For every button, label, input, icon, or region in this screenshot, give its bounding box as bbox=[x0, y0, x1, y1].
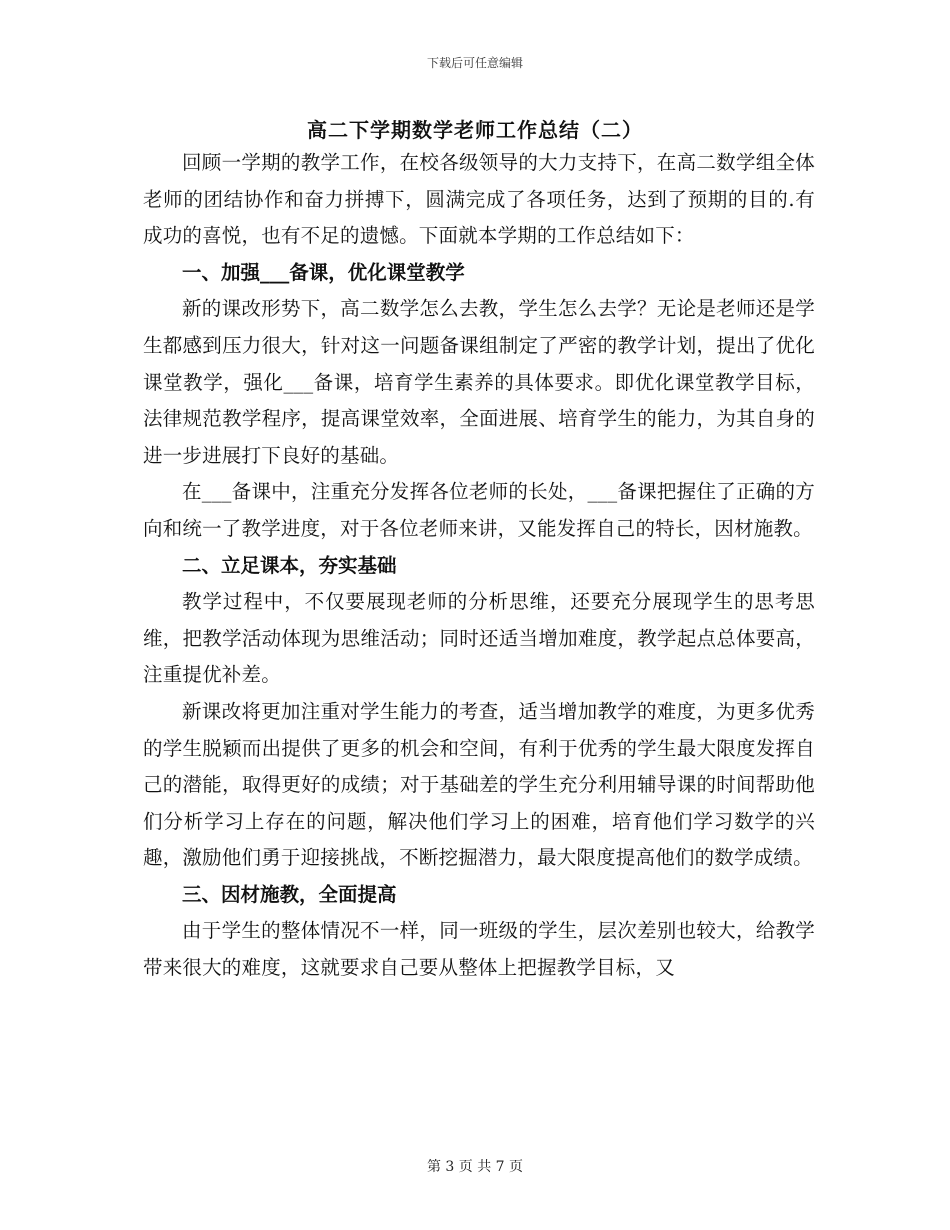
page-title: 高二下学期数学老师工作总结（二） bbox=[307, 118, 643, 142]
document-body bbox=[143, 145, 815, 987]
paragraph-section3-1: 由于学生的整体情况不一样，同一班级的学生，层次差别也较大，给教学带来很大的难度，这就要求自己要从整体上把握教学目标，又 bbox=[143, 919, 815, 980]
page-footer: 第 3 页 共 7 页 bbox=[426, 1159, 524, 1175]
header-note: 下载后可任意编辑 bbox=[426, 56, 523, 70]
paragraph-section1-2: 在___备课中，注重充分发挥各位老师的长处，___备课把握住了正确的方向和统一了教学进度，对于各位老师来讲，又能发挥自己的特长，因材施教。 bbox=[143, 480, 815, 540]
paragraph-section2-2: 新课改将更加注重对学生能力的考查，适当增加教学的难度，为更多优秀的学生脱颖而出提供了更多的机会和空间，有利于优秀的学生最大限度发挥自己的潜能，取得更好的成绩；对于基础差的学生充分利用辅导课的时间帮助他们分析学习上存在的问题，解决他们学习上的困难，培育他们学习数学的兴趣，激励他们勇于迎接挑战，不断挖掘潜力，最大限度提高他们的数学成绩。 bbox=[143, 699, 815, 870]
paragraph-section2-1: 教学过程中，不仅要展现老师的分析思维，还要充分展现学生的思考思维，把教学活动体现为思维活动；同时还适当增加难度，教学起点总体要高，注重提优补差。 bbox=[143, 590, 815, 687]
section-heading-2: 二、立足课本，夯实基础 bbox=[182, 553, 397, 577]
paragraph-section1-1: 新的课改形势下，高二数学怎么去教，学生怎么去学？无论是老师还是学生都感到压力很大，针对这一问题备课组制定了严密的教学计划，提出了优化课堂教学，强化___备课，培育学生素养的具体要求。即优化课堂教学目标，法律规范教学程序，提高课堂效率，全面进展、培育学生的能力，为其自身的进一步进展打下良好的基础。 bbox=[143, 297, 815, 467]
paragraph-intro: 回顾一学期的教学工作，在校各级领导的大力支持下，在高二数学组全体老师的团结协作和奋力拼搏下，圆满完成了各项任务，达到了预期的目的.有成功的喜悦，也有不足的遗憾。下面就本学期的工作总结如下： bbox=[143, 151, 815, 248]
section-heading-3: 三、因材施教，全面提高 bbox=[182, 882, 397, 906]
section-heading-1: 一、加强___备课，优化课堂教学 bbox=[182, 260, 465, 284]
